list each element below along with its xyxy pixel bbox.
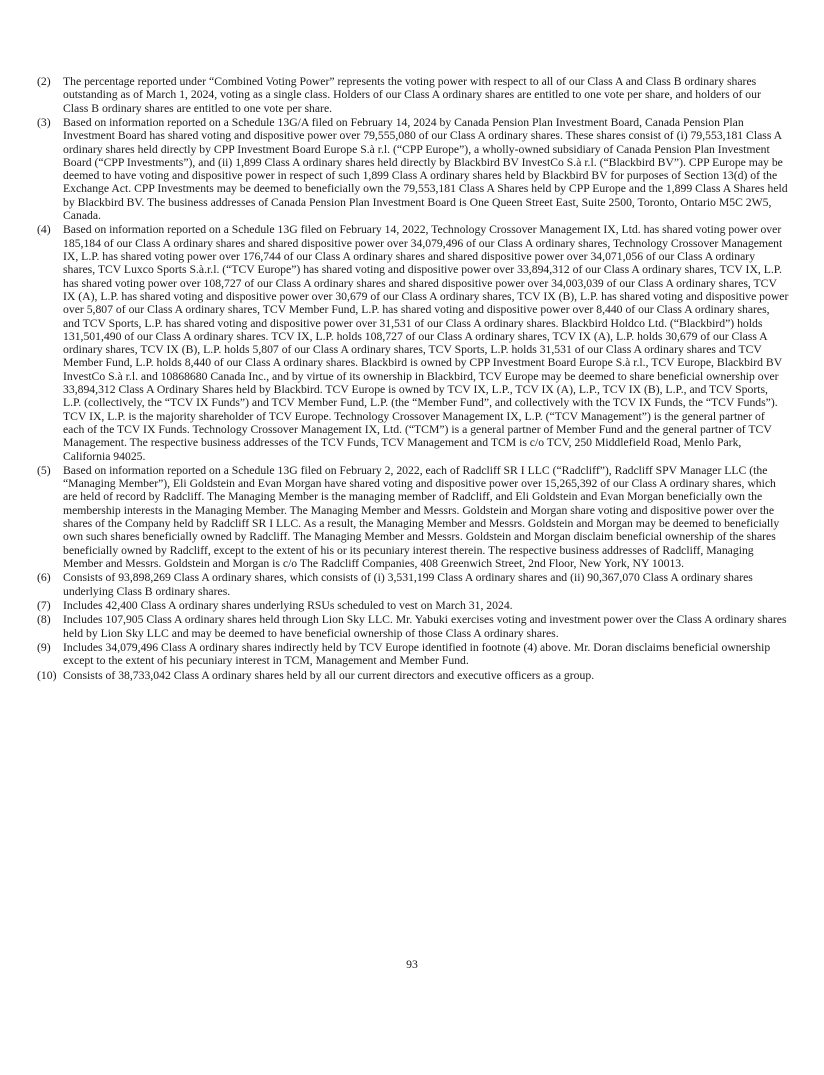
footnotes-section: [37, 75, 789, 683]
footnote-text: Consists of 38,733,042 Class A ordinary shares held by all our current directors and executive officers as a group.: [63, 668, 595, 682]
footnote-text: Includes 34,079,496 Class A ordinary shares indirectly held by TCV Europe identified in footnote (4) above. Mr. Doran disclaims beneficial ownership except to the extent of his pecuniary interest in TCM, Management and Member Fund.: [63, 641, 771, 668]
footnote-number: (6): [37, 571, 51, 585]
footnote-text: Based on information reported on a Schedule 13G filed on February 2, 2022, each of Radcliff SR I LLC (“Radcliff”), Radcliff SPV Manager LLC (the “Managing Member”), Eli Goldstein and Evan Morgan have shared voting and dispositive power over 15,265,392 of our Class A ordinary shares, which are held of record by Radcliff. The Managing Member is the managing member of Radcliff, and Eli Goldstein and Evan Morgan beneficially own the membership interests in the Managing Member. The Managing Member and Messrs. Goldstein and Morgan share voting and dispositive power over the shares of the Company held by Radcliff SR I LLC. As a result, the Managing Member and Messrs. Goldstein and Morgan may be deemed to beneficially own such shares beneficially owned by Radcliff. The Managing Member and Messrs. Goldstein and Morgan disclaim beneficial ownership of the shares beneficially owned by Radcliff, except to the extent of his or its pecuniary interest therein. The respective business addresses of Radcliff, Managing Member and Messrs. Goldstein and Morgan is c/o The Radcliff Companies, 408 Greenwich Street, 2nd Floor, New York, NY 10013.: [63, 463, 780, 570]
footnote-text: Based on information reported on a Schedule 13G/A filed on February 14, 2024 by Canada Pension Plan Investment Board, Canada Pension Plan Investment Board has shared voting and dispositive power over 79,555,080 of our Class A ordinary shares. These shares consist of (i) 79,553,181 Class A ordinary shares held directly by CPP Investment Board Europe S.à r.l. (“CPP Europe”), a wholly-owned subsidiary of Canada Pension Plan Investment Board (“CPP Investments”), and (ii) 1,899 Class A ordinary shares held directly by Blackbird BV InvestCo S.à r.l. (“Blackbird BV”). CPP Europe may be deemed to have voting and dispositive power in respect of such 1,899 Class A ordinary shares held by Blackbird BV for purposes of Section 13(d) of the Exchange Act. CPP Investments may be deemed to beneficially own the 79,553,181 Class A Shares held by CPP Europe and the 1,899 Class A Shares held by Blackbird BV. The business addresses of Canada Pension Plan Investment Board is One Queen Street East, Suite 2500, Toronto, Ontario M5C 2W5, Canada.: [63, 115, 788, 223]
footnote-3: [37, 116, 789, 222]
footnote-text: Based on information reported on a Schedule 13G filed on February 14, 2022, Technology Crossover Management IX, Ltd. has shared voting power over 185,184 of our Class A ordinary shares and shared dispositive power over 34,079,496 of our Class A ordinary shares, Technology Crossover Management IX, L.P. has shared voting power over 176,744 of our Class A ordinary shares and shared dispositive power over 34,071,056 of our Class A ordinary shares, TCV Luxco Sports S.à.r.l. (“TCV Europe”) has shared voting and dispositive power over 33,894,312 of our Class A ordinary shares, TCV IX, L.P. has shared voting power over 108,727 of our Class A ordinary shares and shared dispositive power over 34,003,039 of our Class A ordinary shares, TCV IX (A), L.P. has shared voting and dispositive power over 30,679 of our Class A ordinary shares, TCV IX (B), L.P. has shared voting and dispositive power over 5,807 of our Class A ordinary shares, TCV Member Fund, L.P. has shared voting and dispositive power over 8,440 of our Class A ordinary shares, and TCV Sports, L.P. has shared voting and dispositive power over 31,531 of our Class A ordinary shares. Blackbird Holdco Ltd. (“Blackbird”) holds 131,501,490 of our Class A ordinary shares. TCV IX, L.P. holds 108,727 of our Class A ordinary shares, TCV IX (A), L.P. holds 30,679 of our Class A ordinary shares, TCV IX (B), L.P. holds 5,807 of our Class A ordinary shares, TCV Sports, L.P. holds 31,531 of our Class A ordinary shares and TCV Member Fund, L.P. holds 8,440 of our Class A ordinary shares. Blackbird is owned by CPP Investment Board Europe S.à r.l., TCV Europe, Blackbird BV InvestCo S.à r.l. and 10868680 Canada Inc., and by virtue of its ownership in Blackbird, TCV Europe may be deemed to share beneficial ownership over 33,894,312 Class A Ordinary Shares held by Blackbird. TCV Europe is owned by TCV IX, L.P., TCV IX (A), L.P., TCV IX (B), L.P., and TCV Sports, L.P. (collectively, the “TCV IX Funds”) and TCV Member Fund, L.P. (the “Member Fund”, and collectively with the TCV IX Funds, the “TCV Funds”). TCV IX, L.P. is the majority shareholder of TCV Europe. Technology Crossover Management IX, L.P. (“TCV Management”) is the general partner of each of the TCV IX Funds. Technology Crossover Management IX, Ltd. (“TCM”) is a general partner of Member Fund and the general partner of TCV Management. The respective business addresses of the TCV Funds, TCV Management and TCM is c/o TCV, 250 Middlefield Road, Menlo Park, California 94025.: [63, 223, 789, 463]
footnote-4: [37, 223, 789, 462]
footnote-text: Includes 42,400 Class A ordinary shares underlying RSUs scheduled to vest on March 31, 2024.: [63, 599, 513, 613]
footnote-6: [37, 571, 789, 598]
footnote-text: The percentage reported under “Combined Voting Power” represents the voting power with respect to all of our Class A and Class B ordinary shares outstanding as of March 1, 2024, voting as a single class. Holders of our Class A ordinary shares are entitled to one vote per share, and holders of our Class B ordinary shares are entitled to one vote per share.: [63, 75, 761, 115]
footnote-number: (7): [37, 599, 51, 613]
footnote-number: (2): [37, 75, 51, 88]
footnote-8: [37, 613, 789, 640]
footnote-10: [37, 669, 789, 682]
page-number: 93: [406, 958, 418, 971]
footnote-text: Consists of 93,898,269 Class A ordinary shares, which consists of (i) 3,531,199 Class A ordinary shares and (ii) 90,367,070 Class A ordinary shares underlying Class B ordinary shares.: [63, 571, 753, 598]
footnote-number: (3): [37, 115, 51, 129]
footnote-5: [37, 464, 789, 570]
footnote-9: [37, 641, 789, 668]
footnote-2: [37, 75, 789, 115]
footnote-number: (9): [37, 641, 51, 655]
footnote-number: (4): [37, 223, 51, 237]
footnote-number: (8): [37, 613, 51, 627]
footnote-number: (5): [37, 463, 51, 477]
footnote-number: (10): [37, 668, 57, 682]
footnote-text: Includes 107,905 Class A ordinary shares held through Lion Sky LLC. Mr. Yabuki exercises voting and investment power over the Class A ordinary shares held by Lion Sky LLC and may be deemed to have beneficial ownership of those Class A ordinary shares.: [63, 613, 787, 640]
footnote-7: [37, 599, 789, 612]
